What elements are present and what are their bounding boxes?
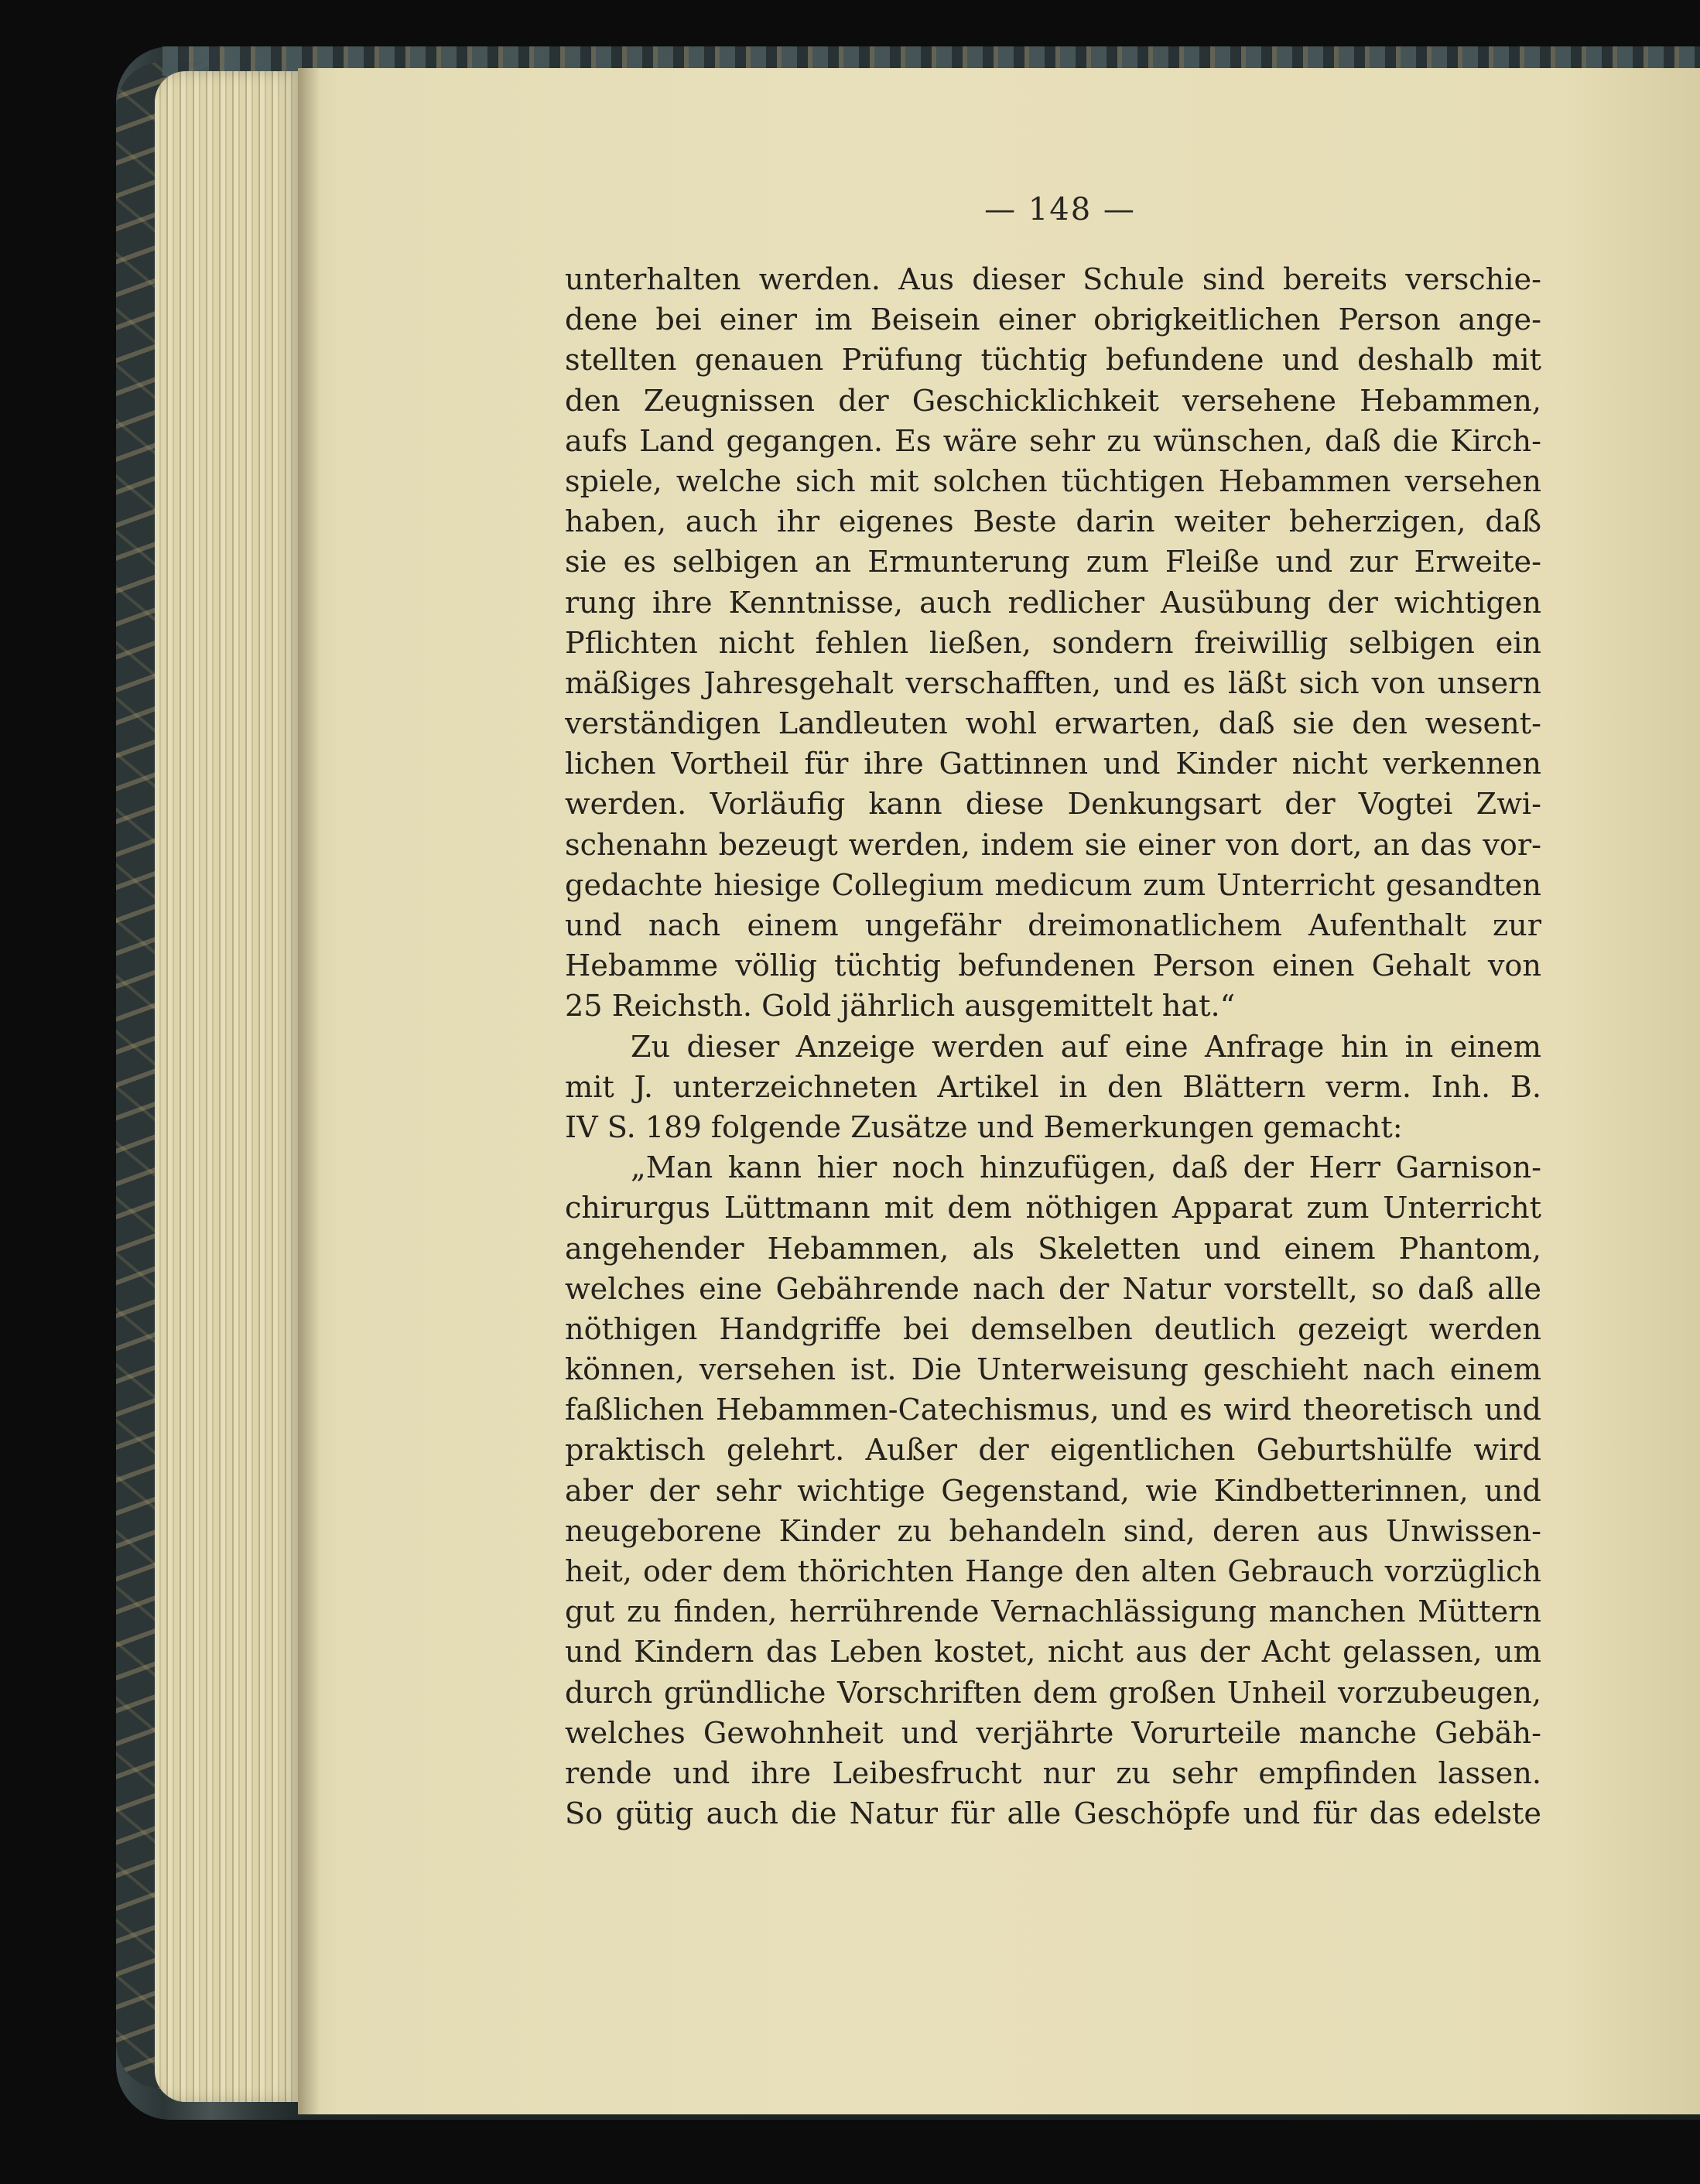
text-line: Hebamme völlig tüchtig befundenen Person einen Gehalt von bbox=[565, 949, 1541, 984]
text-line: gut zu finden, herrührende Vernachlässigung manchen Müttern bbox=[565, 1595, 1541, 1630]
text-line: heit, oder dem thörichten Hange den alten Gebrauch vorzüglich bbox=[565, 1555, 1541, 1589]
text-line: faßlichen Hebammen-Catechismus, und es wird theoretisch und bbox=[565, 1393, 1541, 1428]
page-edges bbox=[155, 71, 302, 2102]
text-line: und nach einem ungefähr dreimonatlichem Aufenthalt zur bbox=[565, 909, 1541, 943]
text-line: welches eine Gebährende nach der Natur vorstellt, so daß alle bbox=[565, 1272, 1541, 1307]
text-line: mit J. unterzeichneten Artikel in den Blättern verm. Inh. B. bbox=[565, 1070, 1541, 1105]
text-line: aufs Land gegangen. Es wäre sehr zu wünschen, daß die Kirch- bbox=[565, 424, 1541, 459]
text-line: rung ihre Kenntnisse, auch redlicher Ausübung der wichtigen bbox=[565, 586, 1541, 620]
text-line: neugeborene Kinder zu behandeln sind, deren aus Unwissen- bbox=[565, 1514, 1541, 1549]
text-line: unterhalten werden. Aus dieser Schule sind bereits verschie- bbox=[565, 263, 1541, 297]
text-line: nöthigen Handgriffe bei demselben deutlich gezeigt werden bbox=[565, 1312, 1541, 1347]
text-line: aber der sehr wichtige Gegenstand, wie Kindbetterinnen, und bbox=[565, 1474, 1541, 1509]
text-line: den Zeugnissen der Geschicklichkeit versehene Hebammen, bbox=[565, 384, 1541, 419]
text-line: chirurgus Lüttmann mit dem nöthigen Apparat zum Unterricht bbox=[565, 1191, 1541, 1226]
page-number: — 148 — bbox=[984, 192, 1136, 227]
text-line: IV S. 189 folgende Zusätze und Bemerkungen gemacht: bbox=[565, 1110, 1403, 1145]
text-line: „Man kann hier noch hinzufügen, daß der Herr Garnison- bbox=[631, 1151, 1541, 1186]
text-line: haben, auch ihr eigenes Beste darin weiter beherzigen, daß bbox=[565, 505, 1541, 540]
text-line: dene bei einer im Beisein einer obrigkeitlichen Person ange- bbox=[565, 303, 1541, 338]
text-line: schenahn bezeugt werden, indem sie einer von dort, an das vor- bbox=[565, 828, 1541, 863]
text-line: durch gründliche Vorschriften dem großen Unheil vorzubeugen, bbox=[565, 1676, 1541, 1711]
text-line: können, versehen ist. Die Unterweisung geschieht nach einem bbox=[565, 1353, 1541, 1388]
text-line: verständigen Landleuten wohl erwarten, daß sie den wesent- bbox=[565, 707, 1541, 742]
text-line: sie es selbigen an Ermunterung zum Fleiße und zur Erweite- bbox=[565, 545, 1541, 580]
text-line: rende und ihre Leibesfrucht nur zu sehr empfinden lassen. bbox=[565, 1756, 1541, 1791]
text-line: stellten genauen Prüfung tüchtig befundene und deshalb mit bbox=[565, 343, 1541, 378]
page-gutter-shadow bbox=[298, 68, 320, 2114]
text-line: spiele, welche sich mit solchen tüchtigen Hebammen versehen bbox=[565, 464, 1541, 499]
text-line: und Kindern das Leben kostet, nicht aus der Acht gelassen, um bbox=[565, 1635, 1541, 1670]
text-line: mäßiges Jahresgehalt verschafften, und es läßt sich von unsern bbox=[565, 666, 1541, 701]
text-line: praktisch gelehrt. Außer der eigentlichen Geburtshülfe wird bbox=[565, 1434, 1541, 1468]
body-text bbox=[565, 260, 1541, 1834]
text-line: Pflichten nicht fehlen ließen, sondern freiwillig selbigen ein bbox=[565, 626, 1541, 661]
text-line: gedachte hiesige Collegium medicum zum Unterricht gesandten bbox=[565, 868, 1541, 903]
text-line: So gütig auch die Natur für alle Geschöpfe und für das edelste bbox=[565, 1797, 1541, 1832]
text-line: Zu dieser Anzeige werden auf eine Anfrage hin in einem bbox=[631, 1030, 1541, 1065]
text-line: 25 Reichsth. Gold jährlich ausgemittelt hat.“ bbox=[565, 989, 1236, 1024]
text-line: angehender Hebammen, als Skeletten und einem Phantom, bbox=[565, 1232, 1541, 1266]
text-line: werden. Vorläufig kann diese Denkungsart der Vogtei Zwi- bbox=[565, 788, 1541, 822]
text-line: lichen Vortheil für ihre Gattinnen und Kinder nicht verkennen bbox=[565, 747, 1541, 782]
text-line: welches Gewohnheit und verjährte Vorurteile manche Gebäh- bbox=[565, 1716, 1541, 1751]
